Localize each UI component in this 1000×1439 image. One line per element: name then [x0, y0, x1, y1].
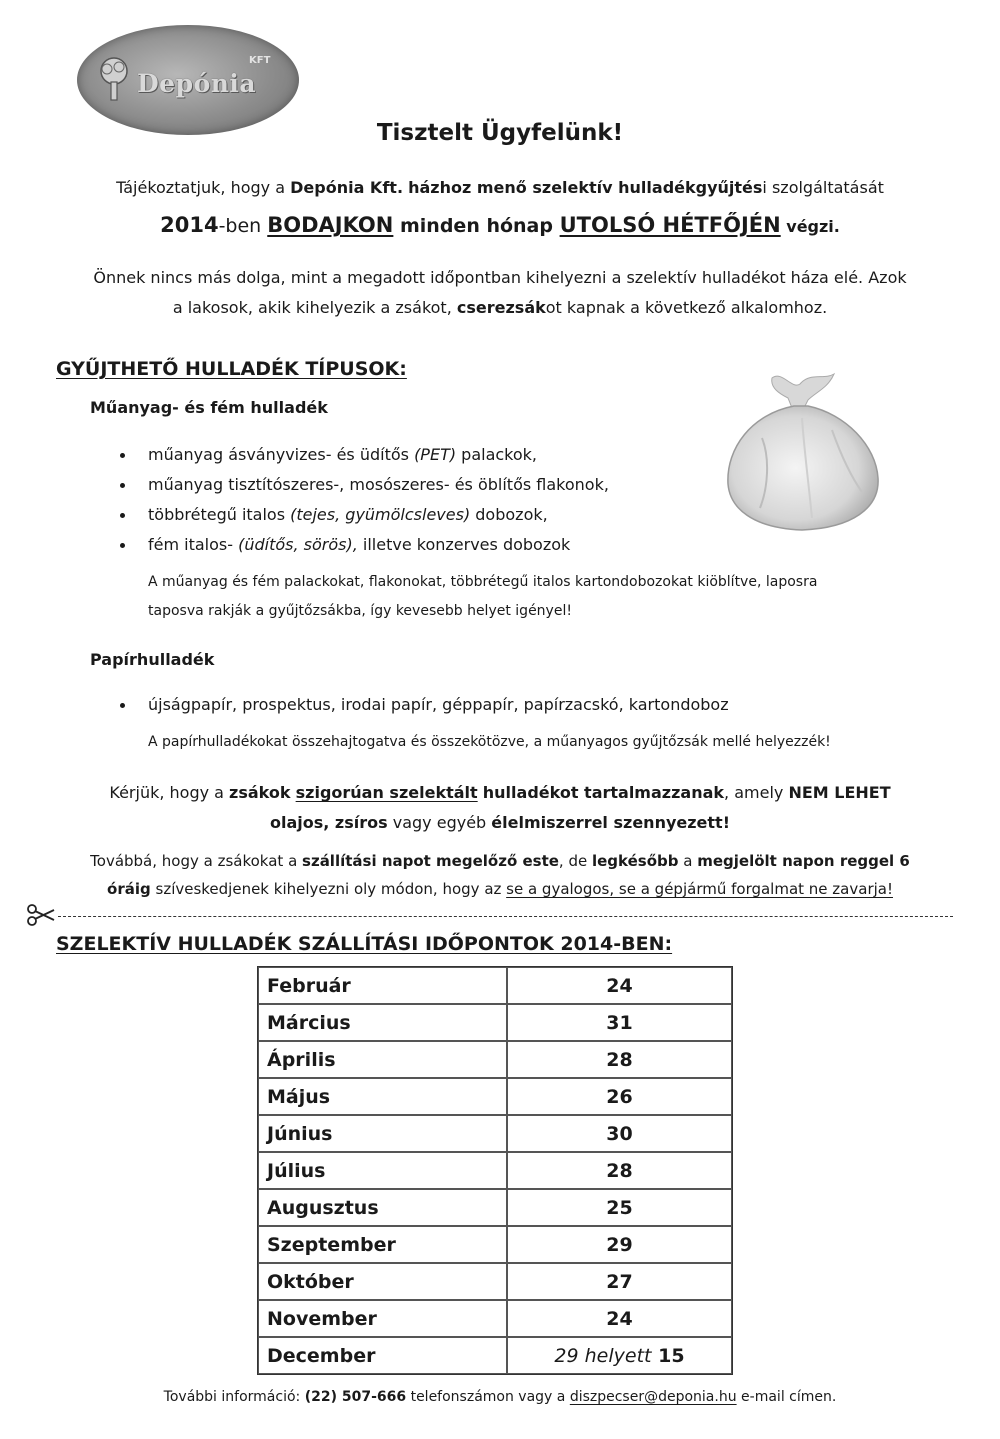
table-row [258, 1300, 732, 1337]
timing-line-2: óráig szíveskedjenek kihelyezni oly módon, hogy az se a gyalogos, se a gépjármű forgalmat ne zavarja! [107, 880, 893, 898]
paper-list [120, 690, 729, 720]
table-row [258, 1078, 732, 1115]
info-text: a lakosok, akik kihelyezik a zsákot, [172, 298, 457, 317]
collection-day: UTOLSÓ HÉTFŐJÉN [559, 213, 781, 237]
service-name: házhoz menő szelektív hulladékgyűjtés [408, 178, 763, 197]
day-cell: 28 [507, 1041, 732, 1078]
day-cell: 25 [507, 1189, 732, 1226]
logo-name: Depónia [137, 69, 257, 98]
intro-line-2 [0, 213, 1000, 237]
day-cell: 24 [507, 1300, 732, 1337]
intro-text: Tájékoztatjuk, hogy a [116, 178, 291, 197]
types-heading: GYŰJTHETŐ HULLADÉK TÍPUSOK: [56, 358, 407, 380]
place-name: BODAJKON [267, 213, 394, 237]
request-line-2: olajos, zsíros vagy egyéb élelmiszerrel szennyezett! [270, 813, 730, 832]
instead-text: 29 helyett [554, 1344, 652, 1367]
plastic-note-2: taposva rakják a gyűjtőzsákba, így kevesebb helyet igényel! [148, 603, 572, 619]
tree-logo-icon [95, 55, 133, 103]
info-line-1: Önnek nincs más dolga, mint a megadott időpontban kihelyezni a szelektív hulladékot háza elé. Azok [93, 268, 907, 287]
plastic-heading: Műanyag- és fém hulladék [90, 398, 328, 417]
logo-suffix: KFT [249, 55, 271, 66]
day-cell: 29 [507, 1226, 732, 1263]
timing-line-1: Továbbá, hogy a zsákokat a szállítási napot megelőző este, de legkésőbb a megjelölt napon reggel 6 [90, 852, 910, 870]
day-cell: 24 [507, 967, 732, 1004]
info-line-2 [0, 298, 1000, 317]
month-cell: Február [258, 967, 507, 1004]
intro-text: i szolgáltatását [762, 178, 884, 197]
day-cell: 26 [507, 1078, 732, 1115]
month-cell: Október [258, 1263, 507, 1300]
request-line-1: Kérjük, hogy a zsákok szigorúan szelektált hulladékot tartalmazzanak, amely NEM LEHET [109, 783, 891, 802]
day-cell: 28 [507, 1152, 732, 1189]
list-item: műanyag tisztítószeres-, mosószeres- és öblítős flakonok, [120, 470, 609, 500]
list-item: újságpapír, prospektus, irodai papír, géppapír, papírzacskó, kartondoboz [120, 690, 729, 720]
year: 2014 [160, 213, 219, 237]
intro-text: -ben [218, 215, 268, 237]
table-row [258, 1152, 732, 1189]
list-item: műanyag ásványvizes- és üdítős (PET) palackok, [120, 440, 609, 470]
intro-text: minden hónap [393, 215, 560, 237]
list-item: fém italos- (üdítős, sörös), illetve konzerves dobozok [120, 530, 609, 560]
footer-contact: További információ: (22) 507-666 telefonszámon vagy a diszpecser@deponia.hu e-mail címen. [163, 1389, 837, 1405]
table-row [258, 1004, 732, 1041]
day-cell: 27 [507, 1263, 732, 1300]
month-cell: Június [258, 1115, 507, 1152]
month-cell: Augusztus [258, 1189, 507, 1226]
replacement-bag: cserezsák [456, 298, 546, 317]
intro-line-1 [0, 178, 1000, 197]
month-cell: Március [258, 1004, 507, 1041]
month-cell: November [258, 1300, 507, 1337]
company-logo [77, 25, 299, 135]
schedule-table [257, 966, 733, 1375]
month-cell: Április [258, 1041, 507, 1078]
day-cell [507, 1337, 732, 1374]
cut-line [58, 916, 953, 917]
page-title: Tisztelt Ügyfelünk! [376, 120, 624, 146]
december-day: 15 [658, 1344, 685, 1367]
plastic-list [120, 440, 609, 560]
month-cell: December [258, 1337, 507, 1374]
intro-text: végzi. [780, 217, 840, 236]
day-cell: 31 [507, 1004, 732, 1041]
month-cell: Szeptember [258, 1226, 507, 1263]
paper-heading: Papírhulladék [90, 650, 215, 669]
list-item: többrétegű italos (tejes, gyümölcsleves) dobozok, [120, 500, 609, 530]
company-name: Depónia Kft. [290, 178, 404, 197]
table-row [258, 1041, 732, 1078]
garbage-bag-icon [712, 368, 892, 538]
table-row [258, 1189, 732, 1226]
plastic-note-1: A műanyag és fém palackokat, flakonokat, többrétegű italos kartondobozokat kiöblítve, laposra [148, 574, 818, 590]
table-row [258, 967, 732, 1004]
month-cell: Május [258, 1078, 507, 1115]
table-row [258, 1263, 732, 1300]
info-text: ot kapnak a következő alkalomhoz. [545, 298, 828, 317]
schedule-heading: SZELEKTÍV HULLADÉK SZÁLLÍTÁSI IDŐPONTOK 2014-BEN: [56, 933, 673, 955]
day-cell: 30 [507, 1115, 732, 1152]
scissors-icon [26, 900, 56, 930]
paper-note: A papírhulladékokat összehajtogatva és összekötözve, a műanyagos gyűjtőzsák mellé helyezzék! [148, 734, 831, 750]
email-link[interactable]: diszpecser@deponia.hu [569, 1389, 737, 1405]
table-row [258, 1115, 732, 1152]
table-row [258, 1226, 732, 1263]
month-cell: Július [258, 1152, 507, 1189]
table-row [258, 1337, 732, 1374]
